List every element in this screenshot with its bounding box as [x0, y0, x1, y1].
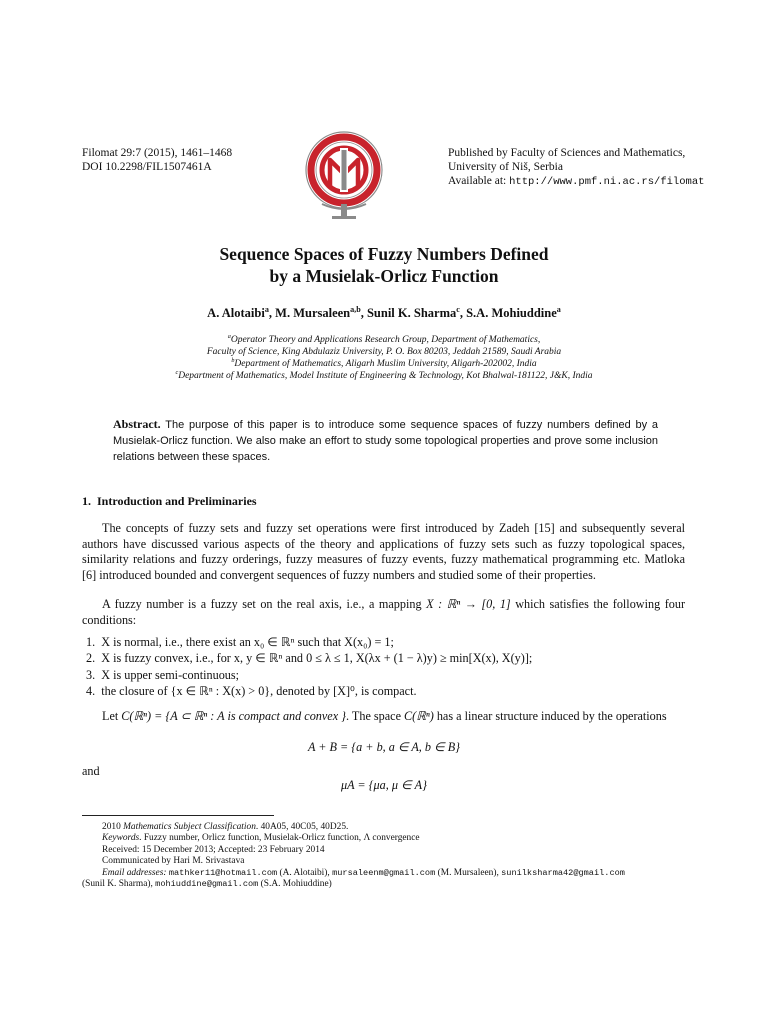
section-title: Introduction and Preliminaries: [97, 494, 257, 508]
journal-citation: Filomat 29:7 (2015), 1461–1468: [82, 147, 233, 159]
email-link[interactable]: mohiuddine@gmail.com: [155, 879, 259, 890]
footnote-communicated: Communicated by Hari M. Srivastava: [102, 856, 245, 867]
author-affil-mark: c: [456, 304, 460, 314]
footnote-dates: Received: 15 December 2013; Accepted: 23 February 2014: [102, 844, 325, 855]
email-owner: (A. Alotaibi),: [277, 867, 333, 878]
math-space: C(ℝⁿ): [404, 709, 434, 723]
email-label: Email addresses:: [102, 867, 167, 878]
paragraph-text: has a linear structure induced by the operations: [433, 709, 667, 723]
math-definition: C(ℝⁿ) = {A ⊂ ℝⁿ : A is compact and convex }: [121, 709, 347, 723]
list-text: X is upper semi-continuous;: [101, 667, 240, 682]
affiliation-line: [0, 346, 768, 358]
list-item: [86, 667, 686, 683]
list-text: X is normal, i.e., there exist an x₀ ∈ ℝⁿ such that X(x₀) = 1;: [101, 635, 394, 649]
affiliation-line: [0, 370, 768, 382]
journal-info: [82, 146, 232, 174]
msc-codes: . 40A05, 40C05, 40D25.: [255, 822, 349, 832]
university-logo: [300, 130, 388, 220]
footnote-keywords: [82, 833, 692, 844]
affil-mark: c: [175, 369, 179, 376]
affil-text: Department of Mathematics, Aligarh Muslim University, Aligarh-202002, India: [234, 359, 537, 369]
author-name: A. Alotaibi: [207, 306, 265, 320]
journal-url-link[interactable]: http://www.pmf.ni.ac.rs/filomat: [509, 176, 705, 188]
available-label: Available at:: [448, 175, 510, 187]
affiliation-line: [0, 334, 768, 346]
paragraph-space-def: [82, 709, 685, 725]
publisher-info: [448, 146, 748, 189]
affiliations: [0, 334, 768, 382]
title-line-2: by a Musielak-Orlicz Function: [269, 266, 499, 286]
footnotes: [82, 822, 692, 890]
keywords-text: . Fuzzy number, Orlicz function, Musielak-Orlicz function, Λ convergence: [139, 833, 420, 844]
title-line-1: Sequence Spaces of Fuzzy Numbers Defined: [219, 244, 549, 264]
paragraph-text: . The space: [346, 709, 405, 723]
author-name: S.A. Mohiuddine: [466, 306, 557, 320]
list-item: [86, 650, 686, 666]
journal-doi: DOI 10.2298/FIL1507461A: [82, 161, 212, 173]
email-link[interactable]: sunilksharma42@gmail.com: [501, 867, 625, 878]
paragraph-text: which satisfies the following four conditions:: [82, 597, 686, 627]
author-name: M. Mursaleen: [275, 306, 351, 320]
availability-line: [448, 174, 748, 189]
abstract: [113, 416, 658, 465]
affiliation-line: [0, 358, 768, 370]
list-number: 2.: [86, 651, 96, 666]
email-owner: (Sunil K. Sharma),: [82, 879, 156, 890]
footnote-divider: [82, 815, 274, 816]
author-affil-mark: a: [556, 304, 561, 314]
author-list: A. Alotaibi$^a$, M. Mursaleen$^{a,b}$, Sunil K. Sharma$^c$, S.A. Mohiuddine$^a$: [207, 304, 561, 320]
paragraph-fuzzy-number: [82, 597, 685, 628]
affil-text: Department of Mathematics, Model Institute of Engineering & Technology, Kot Bhalwal-181122, J&K, India: [178, 371, 593, 381]
equation-addition: A + B = {a + b, a ∈ A, b ∈ B}: [307, 740, 461, 754]
paper-title: [0, 243, 768, 287]
abstract-label: Abstract.: [113, 417, 161, 431]
email-link[interactable]: mathker11@hotmail.com: [168, 867, 278, 878]
author-affil-mark: a,b: [350, 304, 361, 314]
keywords-label: Keywords: [102, 833, 140, 844]
affil-text: Operator Theory and Applications Research Group, Department of Mathematics,: [230, 335, 541, 345]
list-number: 4.: [86, 684, 96, 699]
math-mapping: X : ℝⁿ → [0, 1]: [426, 597, 511, 611]
footnote-emails: [82, 868, 692, 879]
affil-mark: b: [231, 357, 235, 364]
affil-mark: a: [227, 333, 231, 340]
abstract-text: The purpose of this paper is to introduce some sequence spaces of fuzzy numbers defined by a Musielak-Orlicz function. We also make an effort to study some topological properties and prove some inclusion relations between these spaces.: [113, 419, 659, 463]
conditions-list: [86, 634, 686, 700]
email-owner: (M. Mursaleen),: [435, 867, 502, 878]
publisher-line: Published by Faculty of Sciences and Mathematics,: [448, 147, 686, 159]
list-text: X is fuzzy convex, i.e., for x, y ∈ ℝⁿ and 0 ≤ λ ≤ 1, X(λx + (1 − λ)y) ≥ min[X(x), X(y)];: [101, 651, 533, 666]
footnote-emails-cont: [82, 879, 692, 890]
connector-text: and: [82, 764, 100, 778]
list-number: 3.: [86, 667, 96, 682]
section-heading: [82, 494, 257, 509]
author-affil-mark: a: [264, 304, 269, 314]
author-name: Sunil K. Sharma: [366, 306, 457, 320]
equation-scalar: μA = {μa, μ ∈ A}: [341, 778, 427, 792]
paragraph-intro: [82, 521, 685, 583]
paragraph-text: The concepts of fuzzy sets and fuzzy set operations were first introduced by Zadeh [15] and subsequently several authors have discussed various aspects of the theory and applications of fuzzy sets such as fuzzy topological spaces, similarity relations and fuzzy orderings, fuzzy measures of fuzzy events, fuzzy mathematical programming etc. Matloka [6] introduced bounded and convergent sequences of fuzzy numbers and studied some of their properties.: [82, 521, 685, 582]
paragraph-text: Let: [102, 709, 122, 723]
section-number: 1.: [82, 494, 91, 508]
email-owner: (S.A. Mohiuddine): [258, 879, 332, 890]
list-number: 1.: [86, 635, 96, 649]
list-item: [86, 634, 686, 650]
footnote-msc: [82, 822, 692, 833]
msc-label: 2010: [102, 822, 124, 832]
email-link[interactable]: mursaleenm@gmail.com: [332, 867, 436, 878]
university-line: University of Niš, Serbia: [448, 161, 563, 173]
paragraph-text: A fuzzy number is a fuzzy set on the real axis, i.e., a mapping: [102, 597, 427, 611]
affil-text: Faculty of Science, King Abdulaziz University, P. O. Box 80203, Jeddah 21589, Saudi Arabia: [206, 347, 562, 357]
list-item: [86, 683, 686, 699]
list-text: the closure of {x ∈ ℝⁿ : X(x) > 0}, denoted by [X]⁰, is compact.: [101, 684, 417, 699]
msc-title: Mathematics Subject Classification: [123, 822, 256, 832]
